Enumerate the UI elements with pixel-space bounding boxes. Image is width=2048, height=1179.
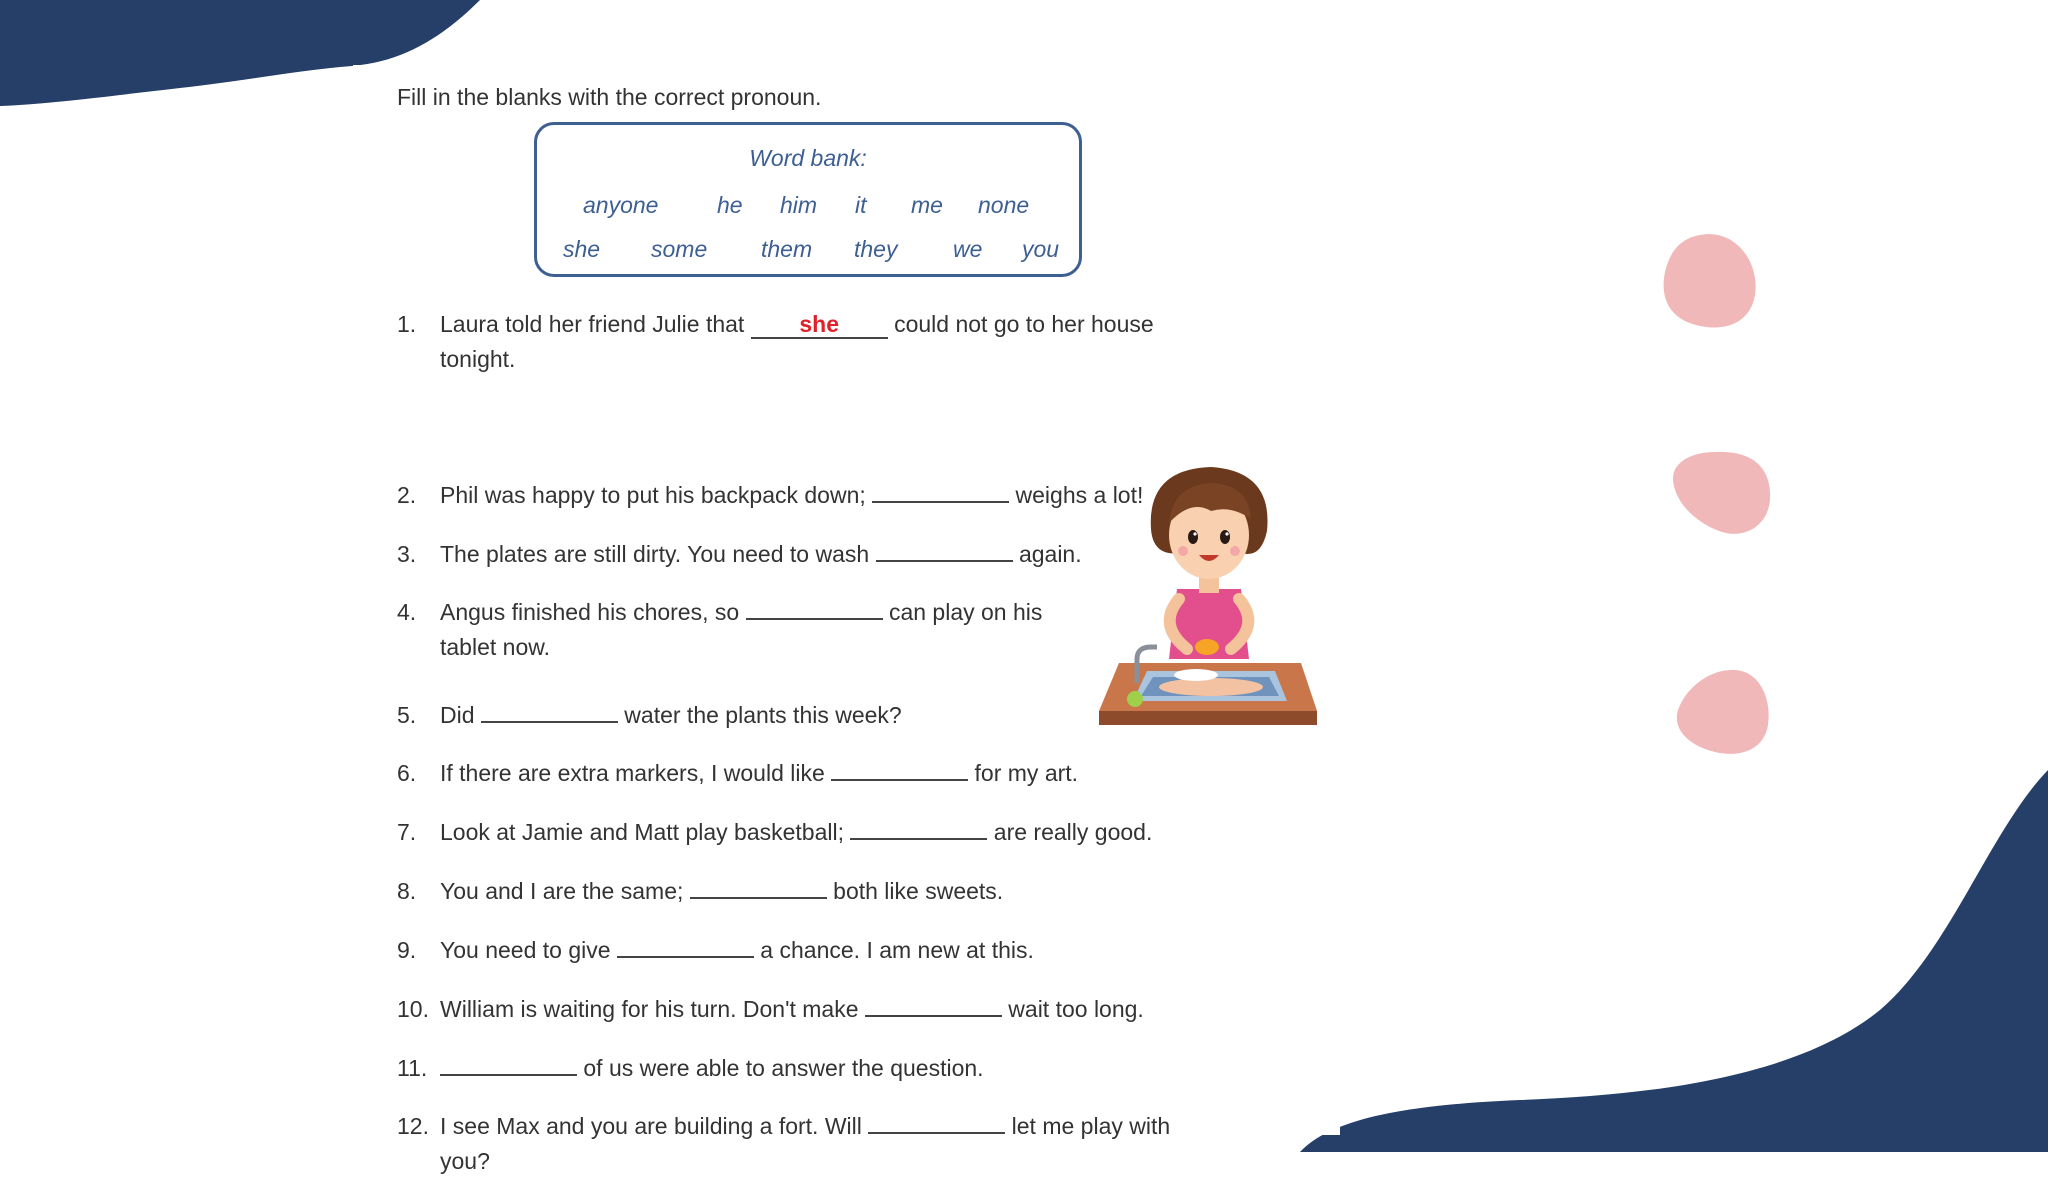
question-2: 2. Phil was happy to put his backpack down; weighs a lot! xyxy=(397,475,1143,513)
answer-blank[interactable] xyxy=(746,592,883,620)
question-10: 10. William is waiting for his turn. Don't make wait too long. xyxy=(397,989,1144,1027)
word-bank-title: Word bank: xyxy=(749,145,867,171)
question-number: 1. xyxy=(397,311,417,337)
word-bank-word: they xyxy=(854,236,898,262)
pink-blob-1 xyxy=(1664,234,1756,327)
pink-blob-2 xyxy=(1673,452,1770,534)
worksheet xyxy=(353,65,1340,1174)
answer-blank[interactable] xyxy=(876,534,1013,562)
word-bank-word: none xyxy=(978,192,1030,218)
question-number: 9. xyxy=(397,937,417,963)
answer-blank[interactable] xyxy=(481,695,618,723)
answer-blank[interactable] xyxy=(865,989,1002,1017)
word-bank-word: anyone xyxy=(583,192,659,218)
answer-blank[interactable] xyxy=(440,1048,577,1076)
pink-blob-3 xyxy=(1677,670,1769,754)
question-11: 11. of us were able to answer the question. xyxy=(397,1048,984,1086)
question-number: 4. xyxy=(397,599,417,625)
question-number: 7. xyxy=(397,819,417,845)
bottom-right-navy-wave xyxy=(1300,770,2048,1152)
answer-blank[interactable] xyxy=(617,930,754,958)
word-bank-word: he xyxy=(717,192,743,218)
instructions: Fill in the blanks with the correct pronoun. xyxy=(397,84,822,110)
word-bank-word: she xyxy=(563,236,601,262)
word-bank-word: me xyxy=(911,192,943,218)
question-number: 2. xyxy=(397,482,417,508)
question-number: 11. xyxy=(397,1055,428,1081)
question-number: 8. xyxy=(397,878,417,904)
answer-blank[interactable] xyxy=(850,812,987,840)
answer-blank[interactable]: she xyxy=(751,311,888,339)
question-number: 6. xyxy=(397,760,417,786)
question-6: 6. If there are extra markers, I would like for my art. xyxy=(397,753,1078,791)
word-bank-word: them xyxy=(761,236,813,262)
word-bank xyxy=(534,122,1082,277)
question-5: 5. Did water the plants this week? xyxy=(397,695,902,733)
question-4: 4. Angus finished his chores, so can play on his tablet now. xyxy=(397,592,1042,665)
question-number: 10. xyxy=(397,996,429,1022)
word-bank-word: it xyxy=(855,192,867,218)
girl-washing-dishes-icon xyxy=(1091,449,1331,739)
question-3: 3. The plates are still dirty. You need to wash again. xyxy=(397,534,1082,572)
answer-blank[interactable] xyxy=(868,1106,1005,1134)
answer-blank[interactable] xyxy=(690,871,827,899)
answer-blank[interactable] xyxy=(831,753,968,781)
word-bank-word: we xyxy=(953,236,983,262)
answer-blank[interactable] xyxy=(872,475,1009,503)
question-1: 1. Laura told her friend Julie that she could not go to her house tonight. xyxy=(397,307,1154,377)
word-bank-word: some xyxy=(651,236,708,262)
question-9: 9. You need to give a chance. I am new at this. xyxy=(397,930,1034,968)
question-number: 3. xyxy=(397,541,417,567)
question-7: 7. Look at Jamie and Matt play basketball; are really good. xyxy=(397,812,1152,850)
word-bank-word: you xyxy=(1022,236,1060,262)
question-8: 8. You and I are the same; both like sweets. xyxy=(397,871,1003,909)
question-number: 5. xyxy=(397,702,417,728)
question-number: 12. xyxy=(397,1113,429,1139)
question-12: 12. I see Max and you are building a fort. Will let me play with you? xyxy=(397,1106,1170,1179)
word-bank-word: him xyxy=(780,192,818,218)
